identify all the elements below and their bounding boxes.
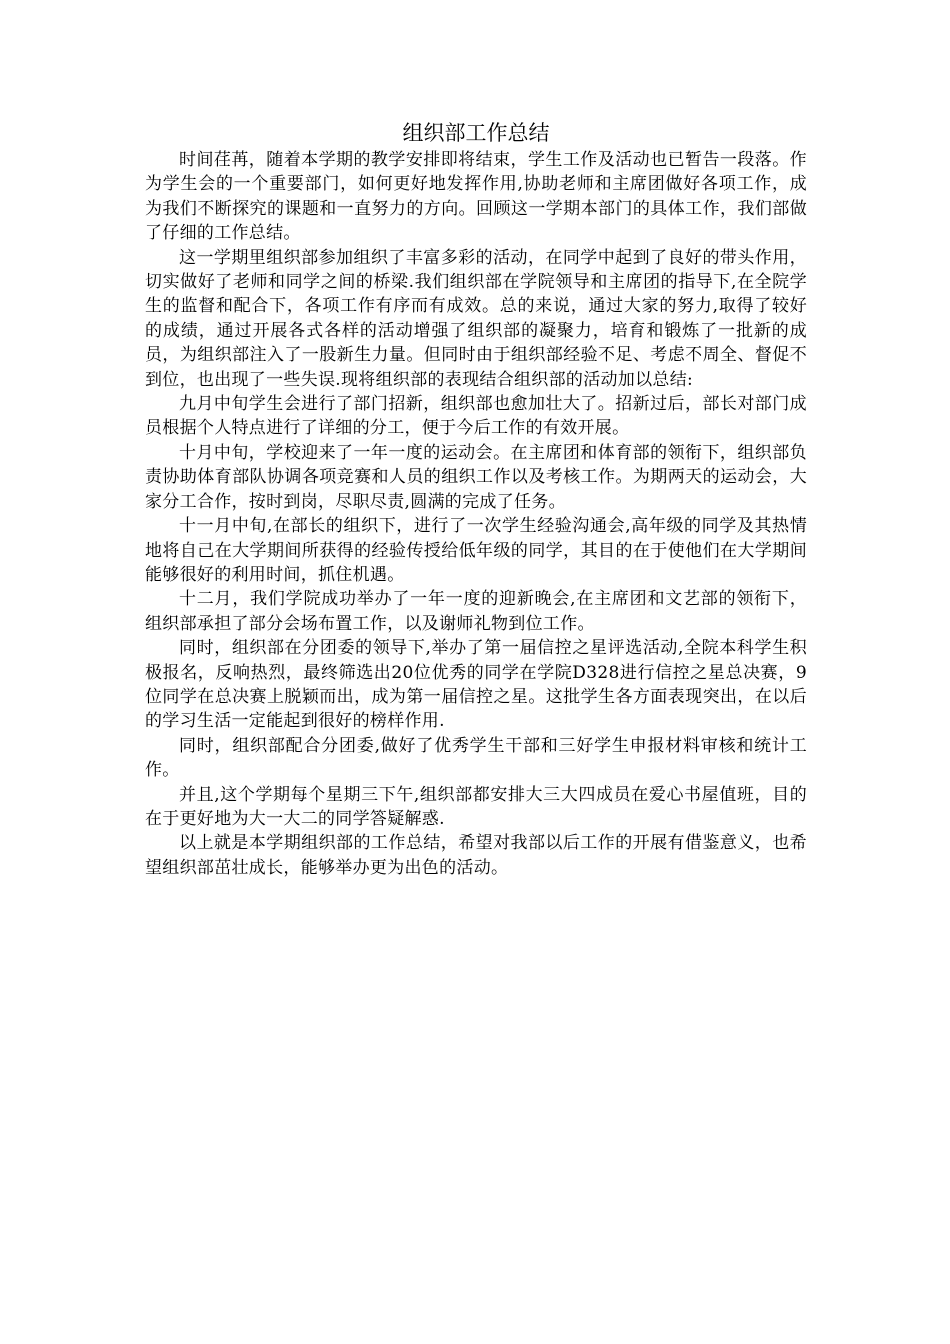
paragraph-overview: 这一学期里组织部参加组织了丰富多彩的活动，在同学中起到了良好的带头作用，切实做好了老师和同学之间的桥梁.我们组织部在学院领导和主席团的指导下,在全院学生的监督和配合下，各项工作有序而有成效。总的来说，通过大家的努力,取得了较好的成绩，通过开展各式各样的活动增强了组织部的凝聚力，培育和锻炼了一批新的成员，为组织部注入了一股新生力量。但同时由于组织部经验不足、考虑不周全、督促不到位，也出现了一些失误.现将组织部的表现结合组织部的活动加以总结: bbox=[145, 247, 807, 390]
paragraph-conclusion: 以上就是本学期组织部的工作总结，希望对我部以后工作的开展有借鉴意义，也希望组织部茁壮成长，能够举办更为出色的活动。 bbox=[145, 833, 807, 878]
paragraph-november: 十一月中旬,在部长的组织下，进行了一次学生经验沟通会,高年级的同学及其热情地将自己在大学期间所获得的经验传授给低年级的同学，其目的在于使他们在大学期间能够很好的利用时间，抓住机遇。 bbox=[145, 516, 807, 585]
paragraph-book-house: 并且,这个学期每个星期三下午,组织部都安排大三大四成员在爱心书屋值班，目的在于更好地为大一大二的同学答疑解惑. bbox=[145, 784, 807, 829]
paragraph-december: 十二月，我们学院成功举办了一年一度的迎新晚会,在主席团和文艺部的领衔下，组织部承担了部分会场布置工作，以及谢师礼物到位工作。 bbox=[145, 589, 807, 634]
document-title: 组织部工作总结 bbox=[402, 121, 550, 145]
paragraph-review-work: 同时，组织部配合分团委,做好了优秀学生干部和三好学生申报材料审核和统计工作。 bbox=[145, 735, 807, 781]
paragraph-september: 九月中旬学生会进行了部门招新，组织部也愈加壮大了。招新过后，部长对部门成员根据个人特点进行了详细的分工，便于今后工作的有效开展。 bbox=[145, 394, 807, 439]
paragraph-october: 十月中旬，学校迎来了一年一度的运动会。在主席团和体育部的领衔下，组织部负责协助体育部队协调各项竞赛和人员的组织工作以及考核工作。为期两天的运动会，大家分工合作，按时到岗，尽职尽责,圆满的完成了任务。 bbox=[145, 442, 807, 512]
document-body bbox=[145, 118, 807, 880]
paragraph-intro: 时间荏苒，随着本学期的教学安排即将结束，学生工作及活动也已暂告一段落。作为学生会的一个重要部门，如何更好地发挥作用,协助老师和主席团做好各项工作，成为我们不断探究的课题和一直努力的方向。回顾这一学期本部门的具体工作，我们部做了仔细的工作总结。 bbox=[145, 150, 807, 244]
paragraph-star-event: 同时，组织部在分团委的领导下,举办了第一届信控之星评选活动,全院本科学生积极报名，反响热烈，最终筛选出20位优秀的同学在学院D328进行信控之星总决赛，9位同学在总决赛上脱颖而出，成为第一届信控之星。这批学生各方面表现突出，在以后的学习生活一定能起到很好的榜样作用. bbox=[145, 638, 807, 732]
